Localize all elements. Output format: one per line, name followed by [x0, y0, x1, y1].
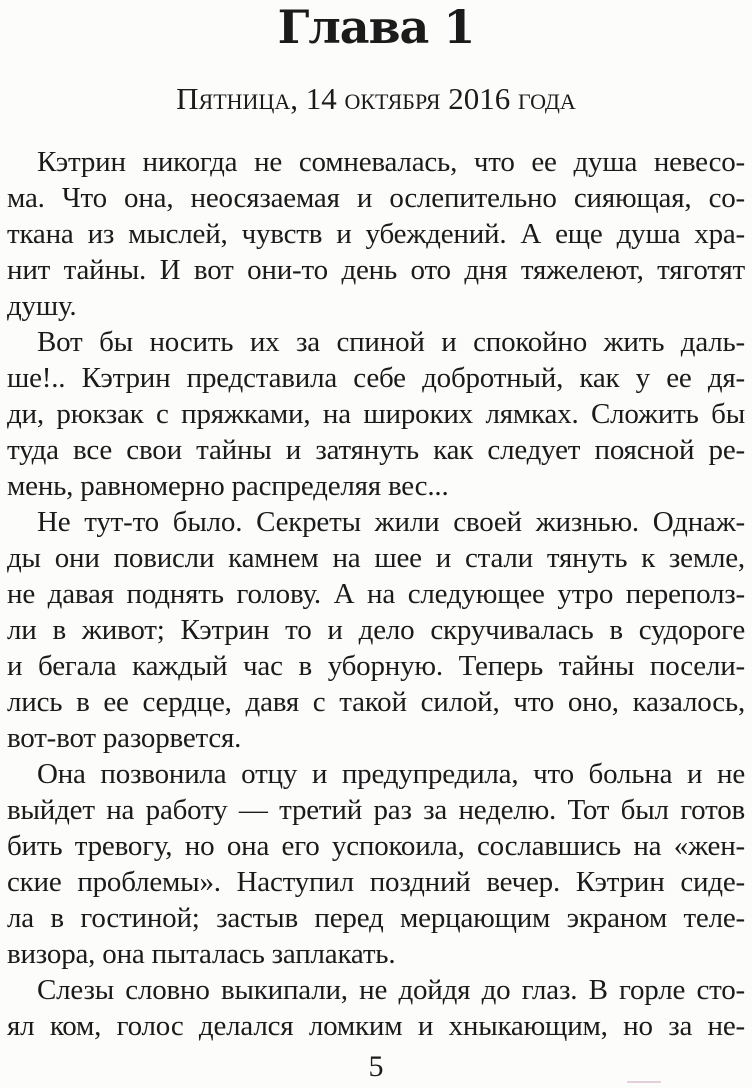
text-line: Вот бы носить их за спиной и спокойно жить даль-: [37, 326, 745, 358]
text-line: ма. Что она, неосязаемая и ослепительно сияющая, со-: [7, 182, 745, 214]
text-line: Не тут-то было. Секреты жили своей жизнью. Однаж-: [37, 506, 745, 538]
text-line: нит тайны. И вот они-то день ото дня тяжелеют, тяготят: [7, 254, 745, 286]
text-line: ял ком, голос делался ломким и хныкающим, но за не-: [7, 1010, 745, 1042]
text-line: вот-вот разорвется.: [7, 722, 242, 754]
text-line: Она позвонила отцу и предупредила, что больна и не: [37, 758, 745, 790]
body-text: [0, 144, 752, 1044]
text-line: не давая поднять голову. А на следующее утро переполз-: [7, 578, 745, 610]
text-line: выйдет на работу — третий раз за неделю. Тот был готов: [7, 794, 745, 826]
text-line: лись в ее сердце, давя с такой силой, что оно, казалось,: [7, 686, 745, 718]
page-number: 5: [368, 1050, 384, 1083]
chapter-date-subtitle: Пятница, 14 октября 2016 года: [176, 81, 576, 116]
text-line: Кэтрин никогда не сомневалась, что ее душа невесо-: [37, 146, 745, 178]
text-line: Слезы словно выкипали, не дойдя до глаз. В горле сто-: [37, 974, 745, 1006]
text-line: ские проблемы». Наступил поздний вечер. Кэтрин сиде-: [7, 866, 745, 898]
progress-indicator-line: [627, 1081, 661, 1083]
text-line: и бегала каждый час в уборную. Теперь тайны посели-: [7, 650, 745, 682]
text-line: ды они повисли камнем на шее и стали тянуть к земле,: [7, 542, 745, 574]
text-line: душу.: [7, 290, 77, 322]
text-line: ше!.. Кэтрин представила себе добротный, как у ее дя-: [7, 362, 745, 394]
text-line: бить тревогу, но она его успокоила, сославшись на «жен-: [7, 830, 745, 862]
text-line: визора, она пыталась заплакать.: [7, 938, 396, 970]
text-line: туда все свои тайны и затянуть как следует поясной ре-: [7, 434, 745, 466]
text-line: ла в гостиной; застыв перед мерцающим экраном теле-: [7, 902, 745, 934]
text-line: ди, рюкзак с пряжками, на широких лямках. Сложить бы: [7, 398, 745, 430]
text-line: ли в живот; Кэтрин то и дело скручивалась в судороге: [7, 614, 745, 646]
text-line: мень, равномерно распределяя вес...: [7, 470, 449, 502]
text-line: ткана из мыслей, чувств и убеждений. А еще душа хра-: [7, 218, 745, 250]
chapter-title: Глава 1: [277, 0, 475, 54]
